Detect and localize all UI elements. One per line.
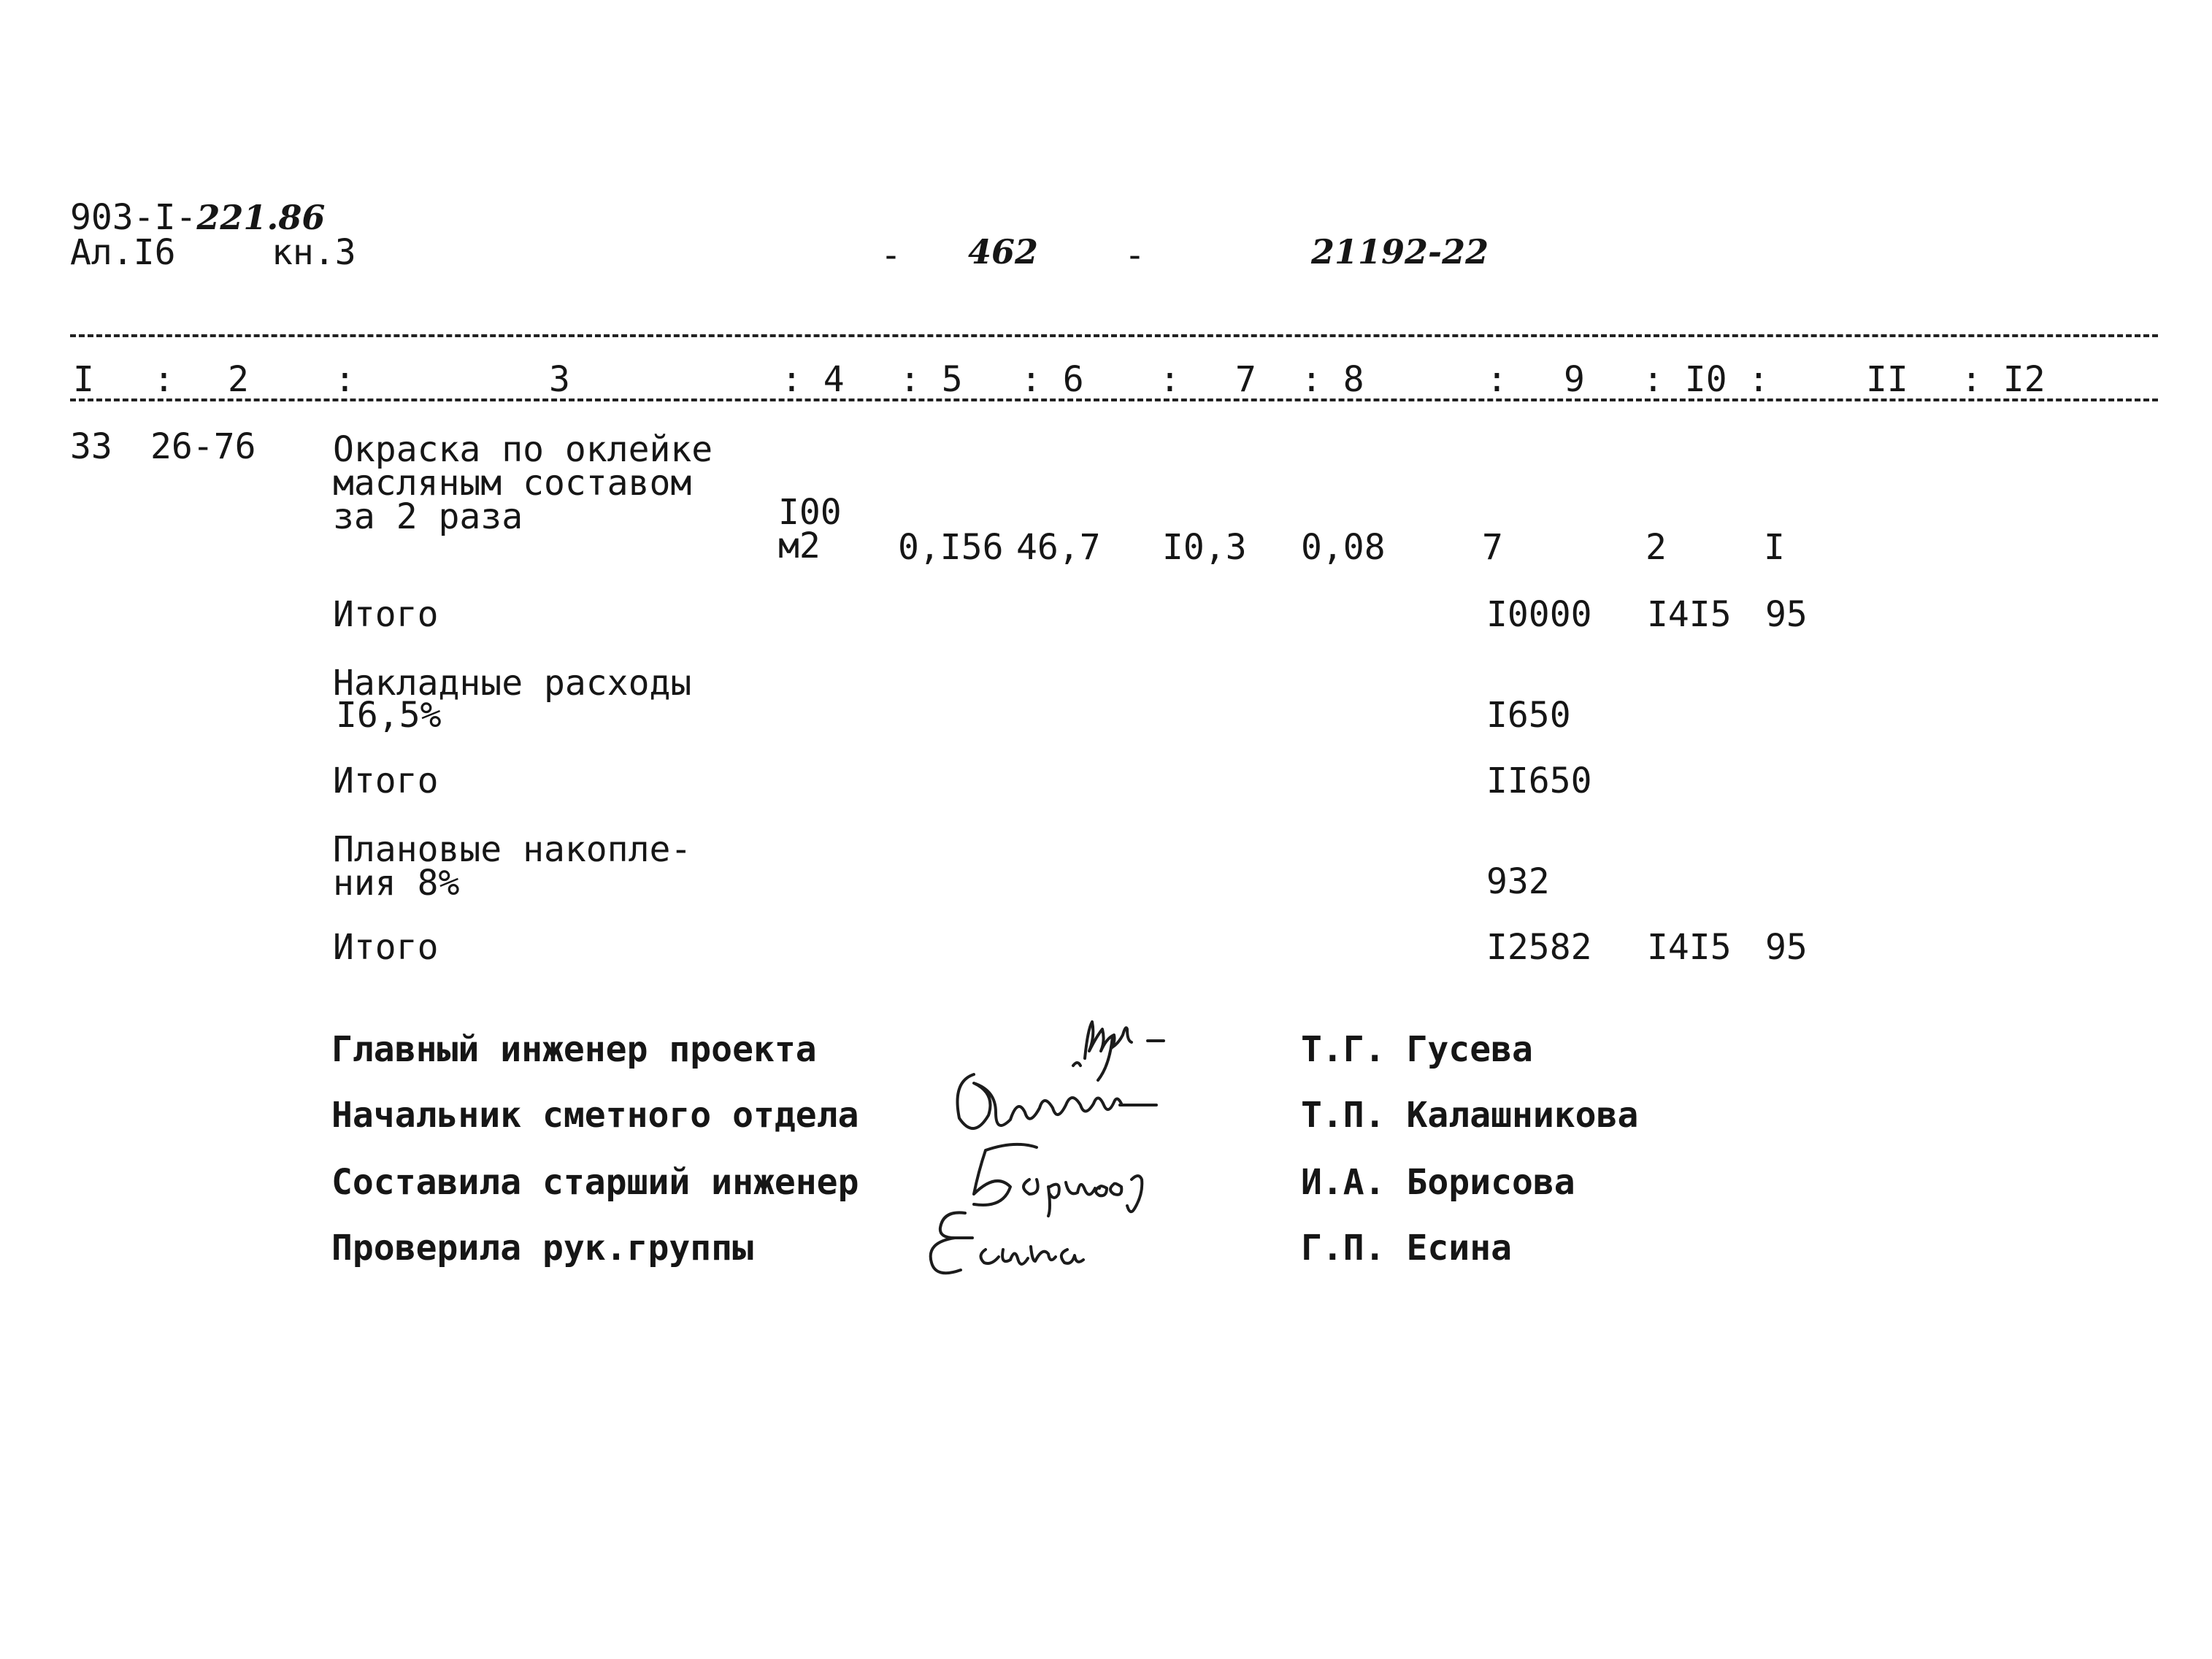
summary-col-9: I2582 — [1486, 927, 1592, 968]
signer-role: Проверила рук.группы — [331, 1228, 753, 1269]
summary-col-10: I4I5 — [1647, 927, 1732, 968]
item-quantity: 0,I56 — [898, 527, 1004, 568]
dash-left: - — [880, 235, 902, 276]
col-header-1: I — [73, 359, 94, 400]
col-header-12: : I2 — [1961, 359, 2046, 400]
col-sep: : — [334, 359, 356, 400]
table-top-rule — [70, 334, 2158, 337]
item-col-11: I — [1764, 527, 1785, 568]
table-header-rule — [70, 399, 2158, 401]
summary-label: Накладные расходы — [333, 663, 692, 704]
item-number: 33 — [70, 426, 112, 467]
page-number: 462 — [968, 232, 1039, 272]
col-header-11: II — [1866, 359, 1908, 400]
item-unit-line-2: м2 — [778, 526, 821, 566]
item-col-9: 7 — [1482, 527, 1503, 568]
album-label: Ал.I6 — [70, 232, 176, 273]
signer-name: Г.П. Есина — [1301, 1228, 1512, 1269]
col-sep: : — [1486, 359, 1508, 400]
signer-name: Т.Г. Гусева — [1301, 1029, 1533, 1070]
summary-col-9: 932 — [1486, 861, 1550, 902]
summary-col-9: II650 — [1486, 761, 1592, 801]
col-header-3: 3 — [549, 359, 570, 400]
doc-code: 21192-22 — [1311, 232, 1489, 272]
summary-col-10: I4I5 — [1647, 594, 1732, 635]
item-description-line-1: Окраска по оклейке — [333, 429, 713, 470]
series-printed: 903-I- — [70, 197, 197, 238]
summary-col-9: I0000 — [1486, 594, 1592, 635]
book-label: кн.3 — [272, 232, 356, 273]
summary-label: Итого — [333, 761, 439, 801]
col-header-7: 7 — [1235, 359, 1256, 400]
signer-name: И.А. Борисова — [1301, 1162, 1575, 1203]
col-header-5: : 5 — [899, 359, 963, 400]
item-col-6: 46,7 — [1016, 527, 1101, 568]
series-handwritten: 221.86 — [196, 198, 326, 237]
col-header-2: 2 — [228, 359, 249, 400]
doc-series — [70, 197, 326, 238]
summary-label-line-2: I6,5% — [336, 695, 442, 736]
dash-right: - — [1124, 235, 1145, 276]
summary-label: Плановые накопле- — [333, 829, 692, 870]
signer-role: Начальник сметного отдела — [331, 1095, 859, 1136]
signer-name: Т.П. Калашникова — [1301, 1095, 1639, 1136]
item-description-line-3: за 2 раза — [333, 496, 523, 537]
col-header-6: : 6 — [1021, 359, 1084, 400]
summary-col-9: I650 — [1486, 695, 1571, 736]
item-description-line-2: масляным составом — [333, 463, 692, 504]
col-header-8: : 8 — [1301, 359, 1364, 400]
item-code: 26-76 — [150, 426, 256, 467]
handwritten-signature-esina — [921, 1204, 1111, 1285]
summary-label-line-2: ния 8% — [333, 863, 460, 904]
item-unit-line-1: I00 — [778, 492, 842, 533]
col-sep: : — [1159, 359, 1180, 400]
item-col-10: 2 — [1645, 527, 1667, 568]
col-header-4: : 4 — [781, 359, 845, 400]
summary-col-11: 95 — [1765, 594, 1808, 635]
handwritten-signature-kalashnikova — [949, 1060, 1183, 1147]
col-header-9: 9 — [1564, 359, 1585, 400]
summary-label: Итого — [333, 927, 439, 968]
summary-label: Итого — [333, 594, 439, 635]
item-col-7: I0,3 — [1162, 527, 1247, 568]
item-col-8: 0,08 — [1301, 527, 1386, 568]
summary-col-11: 95 — [1765, 927, 1808, 968]
signer-role: Главный инженер проекта — [331, 1029, 817, 1070]
col-header-10: : I0 : — [1643, 359, 1770, 400]
col-sep: : — [153, 359, 174, 400]
signer-role: Составила старший инженер — [331, 1162, 859, 1203]
